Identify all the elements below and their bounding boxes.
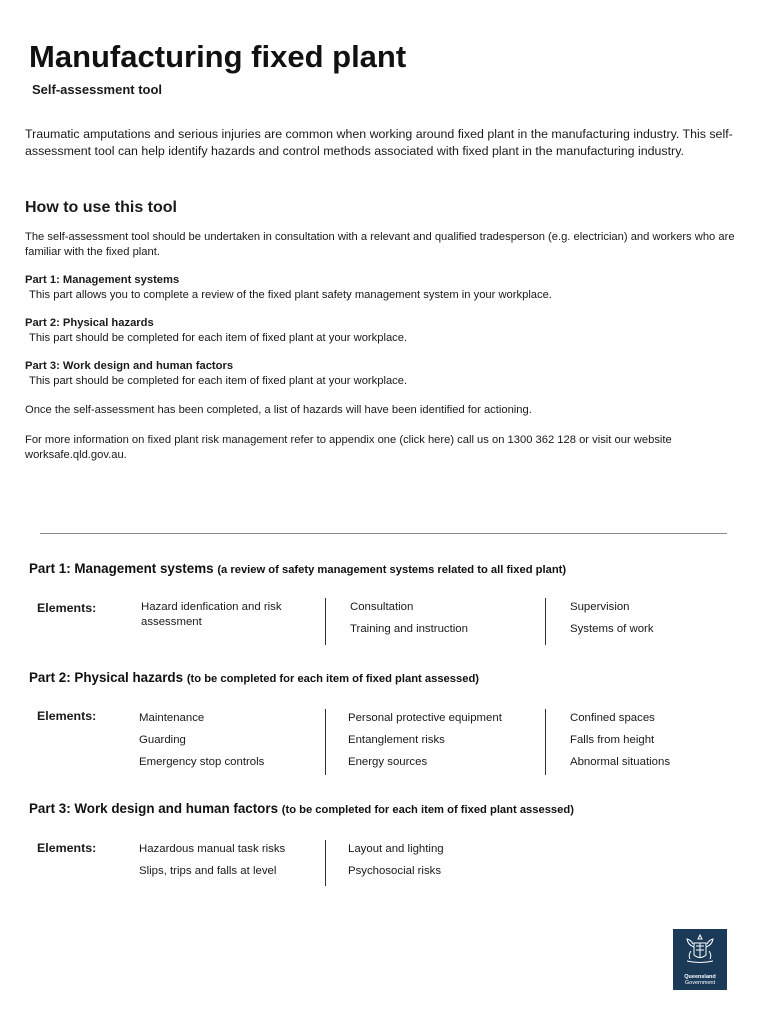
page-subtitle: Self-assessment tool: [32, 82, 163, 97]
part-2-note: (to be completed for each item of fixed plant assessed): [186, 673, 479, 685]
column-divider: [325, 840, 326, 886]
element-item: Psychosocial risks: [348, 865, 442, 877]
part-1-description: This part allows you to complete a review of the fixed plant safety management system in your workplace.: [29, 289, 552, 301]
element-item: Slips, trips and falls at level: [139, 865, 277, 877]
element-item: Hazardous manual task risks: [139, 843, 286, 855]
page-title: Manufacturing fixed plant: [29, 39, 407, 74]
logo-wordmark: [684, 974, 715, 990]
part-3-elements-label: Elements:: [37, 841, 97, 855]
element-item: Training and instruction: [350, 623, 468, 635]
part-3-summary: [25, 359, 745, 389]
element-item: Layout and lighting: [348, 843, 444, 855]
element-item: Systems of work: [570, 623, 654, 635]
part-2-description: This part should be completed for each item of fixed plant at your workplace.: [29, 332, 408, 344]
part-3-description: This part should be completed for each item of fixed plant at your workplace.: [29, 375, 408, 387]
part-2-summary: [25, 316, 745, 346]
queensland-coat-of-arms-icon: [682, 933, 718, 967]
part-1-title: Part 1: Management systems: [29, 561, 214, 576]
part-3-heading: [29, 801, 574, 816]
part-2-heading: [29, 670, 479, 685]
part-1-summary: [25, 273, 745, 303]
part-1-elements-label: Elements:: [37, 601, 97, 615]
element-item: Entanglement risks: [348, 734, 445, 746]
consultation-paragraph: The self-assessment tool should be undertaken in consultation with a relevant and qualified tradesperson (e.g. electrician) and workers who are familiar with the fixed plant.: [25, 231, 735, 258]
intro-paragraph: Traumatic amputations and serious injuries are common when working around fixed plant in the manufacturing industry. This self-assessment tool can help identify hazards and control methods associated with fixed plant in the manufacturing industry.: [25, 127, 733, 158]
more-info-paragraph: For more information on fixed plant risk management refer to appendix one (click here) call us on 1300 362 128 or visit our website worksafe.qld.gov.au.: [25, 434, 672, 461]
completion-paragraph: Once the self-assessment has been completed, a list of hazards will have been identified for actioning.: [25, 404, 532, 416]
element-item: Supervision: [570, 601, 630, 613]
section-divider: [40, 533, 727, 534]
element-item: Guarding: [139, 734, 186, 746]
element-item: Consultation: [350, 601, 414, 613]
logo-line-2: Government: [684, 980, 716, 986]
part-1-label: Part 1: Management systems: [25, 274, 180, 286]
how-to-use-heading: How to use this tool: [25, 199, 177, 216]
queensland-government-logo: [673, 929, 727, 990]
element-item: Personal protective equipment: [348, 712, 502, 724]
part-3-note: (to be completed for each item of fixed plant assessed): [281, 804, 574, 816]
part-2-elements-label: Elements:: [37, 709, 97, 723]
element-item: Maintenance: [139, 712, 205, 724]
element-item: Hazard idenfication and risk assessment: [141, 601, 282, 628]
column-divider: [325, 598, 326, 645]
part-3-title: Part 3: Work design and human factors: [29, 801, 279, 816]
column-divider: [545, 709, 546, 775]
element-item: Abnormal situations: [570, 756, 671, 768]
column-divider: [545, 598, 546, 645]
logo-line-1: Queensland: [684, 974, 716, 980]
part-2-title: Part 2: Physical hazards: [29, 670, 184, 685]
element-item: Emergency stop controls: [139, 756, 265, 768]
part-3-label: Part 3: Work design and human factors: [25, 360, 234, 372]
part-1-note: (a review of safety management systems related to all fixed plant): [217, 564, 567, 576]
element-item: Energy sources: [348, 756, 428, 768]
column-divider: [325, 709, 326, 775]
element-item: Falls from height: [570, 734, 655, 746]
element-item: Confined spaces: [570, 712, 655, 724]
part-2-label: Part 2: Physical hazards: [25, 317, 154, 329]
part-1-heading: [29, 561, 566, 576]
